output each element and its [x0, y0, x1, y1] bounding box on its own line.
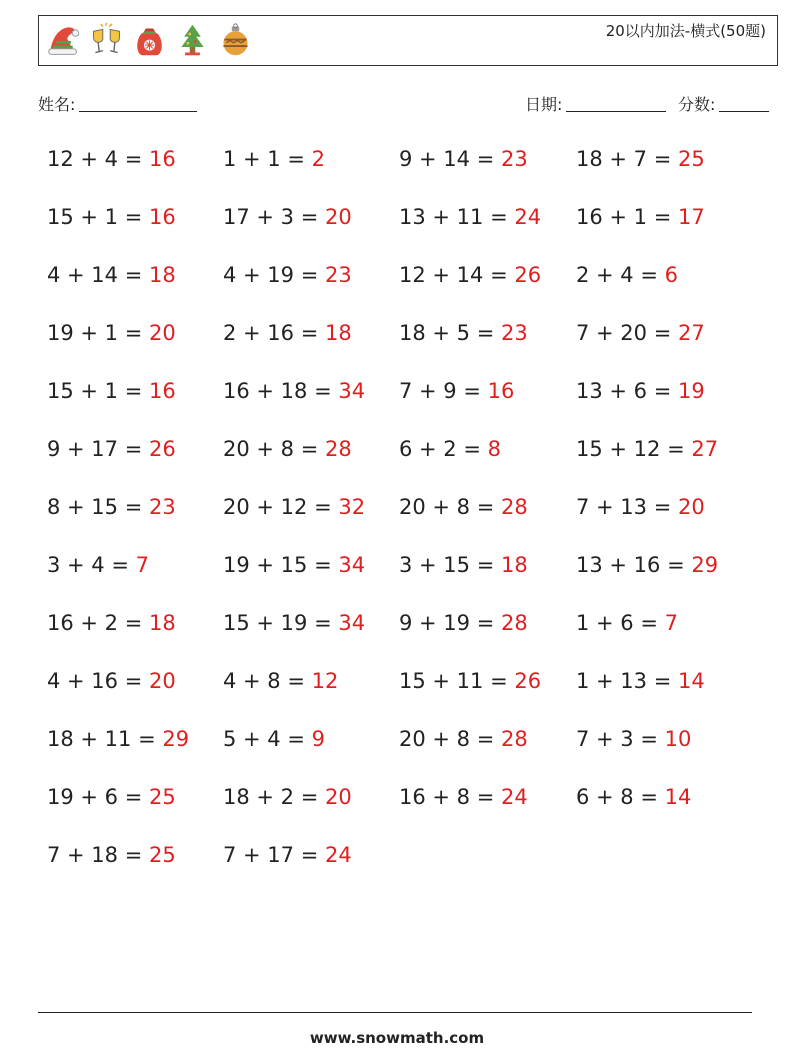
- problem-item: [576, 495, 705, 519]
- ornament-ball-icon: [217, 22, 254, 59]
- problem-item: [47, 321, 176, 345]
- problem-question: 6 + 8 =: [576, 785, 665, 809]
- problem-question: 16 + 2 =: [47, 611, 149, 635]
- problem-answer: 34: [338, 611, 366, 635]
- problem-item: [223, 379, 365, 403]
- date-field: [525, 92, 666, 115]
- problem-question: 2 + 4 =: [576, 263, 665, 287]
- champagne-toast-icon: [88, 22, 125, 59]
- problem-item: [399, 263, 541, 287]
- problem-question: 3 + 4 =: [47, 553, 136, 577]
- worksheet-title: 20以内加法-横式(50题): [605, 22, 766, 40]
- problem-item: [576, 727, 691, 751]
- problem-answer: 26: [148, 437, 176, 461]
- problem-question: 8 + 15 =: [47, 495, 149, 519]
- problem-answer: 27: [677, 321, 705, 345]
- problem-item: [223, 437, 352, 461]
- problem-answer: 34: [338, 553, 366, 577]
- problem-item: [576, 785, 691, 809]
- problem-item: [576, 379, 705, 403]
- problem-answer: 24: [500, 785, 528, 809]
- name-field: [38, 92, 197, 115]
- problem-answer: 7: [664, 611, 678, 635]
- problem-answer: 7: [135, 553, 149, 577]
- problem-question: 18 + 5 =: [399, 321, 501, 345]
- problem-answer: 14: [664, 785, 692, 809]
- problem-question: 12 + 14 =: [399, 263, 515, 287]
- problem-answer: 19: [677, 379, 705, 403]
- problem-question: 2 + 16 =: [223, 321, 325, 345]
- problem-question: 20 + 8 =: [399, 727, 501, 751]
- problem-item: [223, 669, 338, 693]
- problem-answer: 20: [148, 669, 176, 693]
- problem-item: [223, 147, 325, 171]
- problem-item: [223, 321, 352, 345]
- problem-answer: 25: [148, 843, 176, 867]
- problem-item: [47, 553, 149, 577]
- problem-answer: 28: [500, 727, 528, 751]
- problem-question: 17 + 3 =: [223, 205, 325, 229]
- problem-question: 18 + 7 =: [576, 147, 678, 171]
- problem-answer: 23: [500, 147, 528, 171]
- problem-question: 20 + 8 =: [399, 495, 501, 519]
- problem-answer: 29: [691, 553, 719, 577]
- problem-question: 4 + 14 =: [47, 263, 149, 287]
- problem-item: [399, 669, 541, 693]
- problem-item: [399, 379, 514, 403]
- problem-answer: 9: [311, 727, 325, 751]
- score-label: 分数:: [678, 95, 716, 114]
- problem-question: 15 + 1 =: [47, 205, 149, 229]
- problem-question: 6 + 2 =: [399, 437, 488, 461]
- score-field: [678, 92, 769, 115]
- problem-item: [223, 727, 325, 751]
- problem-question: 20 + 8 =: [223, 437, 325, 461]
- christmas-hat-icon: [45, 22, 82, 59]
- problem-item: [223, 843, 352, 867]
- problem-question: 1 + 1 =: [223, 147, 312, 171]
- problem-answer: 18: [324, 321, 352, 345]
- problem-item: [576, 263, 678, 287]
- problem-question: 7 + 9 =: [399, 379, 488, 403]
- problem-item: [223, 553, 365, 577]
- problem-item: [399, 785, 528, 809]
- problem-answer: 14: [677, 669, 705, 693]
- problem-question: 3 + 15 =: [399, 553, 501, 577]
- problem-answer: 20: [324, 205, 352, 229]
- problem-answer: 25: [677, 147, 705, 171]
- problem-question: 15 + 12 =: [576, 437, 692, 461]
- problem-item: [47, 611, 176, 635]
- problem-answer: 28: [500, 495, 528, 519]
- problem-question: 15 + 11 =: [399, 669, 515, 693]
- problem-question: 12 + 4 =: [47, 147, 149, 171]
- problem-item: [576, 611, 678, 635]
- problem-answer: 16: [148, 205, 176, 229]
- problem-answer: 23: [324, 263, 352, 287]
- problem-item: [576, 669, 705, 693]
- problem-item: [576, 205, 705, 229]
- christmas-tree-icon: [174, 22, 211, 59]
- footer-divider: [38, 1012, 752, 1013]
- problem-item: [223, 495, 365, 519]
- problem-item: [576, 437, 718, 461]
- problem-answer: 16: [148, 147, 176, 171]
- problem-item: [399, 437, 501, 461]
- problem-answer: 23: [500, 321, 528, 345]
- problem-item: [399, 727, 528, 751]
- problem-question: 1 + 13 =: [576, 669, 678, 693]
- problem-item: [47, 263, 176, 287]
- footer-url: www.snowmath.com: [309, 1029, 485, 1047]
- problem-item: [223, 205, 352, 229]
- problem-question: 4 + 16 =: [47, 669, 149, 693]
- problem-item: [47, 785, 176, 809]
- decorative-icons: [45, 22, 254, 59]
- problem-answer: 20: [324, 785, 352, 809]
- problem-question: 7 + 20 =: [576, 321, 678, 345]
- problem-answer: 24: [324, 843, 352, 867]
- problem-question: 9 + 17 =: [47, 437, 149, 461]
- problem-question: 7 + 17 =: [223, 843, 325, 867]
- problem-answer: 24: [514, 205, 542, 229]
- gift-sack-icon: [131, 22, 168, 59]
- problem-question: 7 + 3 =: [576, 727, 665, 751]
- problem-answer: 26: [514, 263, 542, 287]
- problem-question: 19 + 1 =: [47, 321, 149, 345]
- problem-answer: 6: [664, 263, 678, 287]
- problem-question: 5 + 4 =: [223, 727, 312, 751]
- name-label: 姓名:: [38, 95, 76, 114]
- problem-item: [223, 611, 365, 635]
- problem-question: 19 + 6 =: [47, 785, 149, 809]
- problem-answer: 28: [500, 611, 528, 635]
- problem-question: 16 + 18 =: [223, 379, 339, 403]
- problem-answer: 25: [148, 785, 176, 809]
- problem-item: [576, 147, 705, 171]
- problem-answer: 17: [677, 205, 705, 229]
- problem-item: [47, 843, 176, 867]
- problem-answer: 23: [148, 495, 176, 519]
- worksheet-header: [38, 15, 778, 66]
- problem-question: 15 + 19 =: [223, 611, 339, 635]
- problem-item: [399, 147, 528, 171]
- problem-answer: 26: [514, 669, 542, 693]
- problem-question: 1 + 6 =: [576, 611, 665, 635]
- problem-answer: 18: [148, 611, 176, 635]
- problem-question: 18 + 2 =: [223, 785, 325, 809]
- problem-answer: 20: [677, 495, 705, 519]
- problem-answer: 28: [324, 437, 352, 461]
- problem-item: [223, 785, 352, 809]
- problem-answer: 29: [162, 727, 190, 751]
- problem-item: [576, 321, 705, 345]
- problem-question: 13 + 11 =: [399, 205, 515, 229]
- problem-item: [399, 553, 528, 577]
- problem-question: 16 + 8 =: [399, 785, 501, 809]
- problem-answer: 16: [148, 379, 176, 403]
- problem-answer: 8: [487, 437, 501, 461]
- problem-question: 18 + 11 =: [47, 727, 163, 751]
- problem-answer: 12: [311, 669, 339, 693]
- problem-question: 4 + 19 =: [223, 263, 325, 287]
- score-blank[interactable]: [719, 95, 769, 112]
- name-blank[interactable]: [79, 95, 197, 112]
- problem-answer: 18: [148, 263, 176, 287]
- problem-item: [399, 321, 528, 345]
- problem-item: [47, 379, 176, 403]
- problem-item: [47, 437, 176, 461]
- problem-question: 13 + 6 =: [576, 379, 678, 403]
- problem-question: 4 + 8 =: [223, 669, 312, 693]
- problem-item: [47, 669, 176, 693]
- problem-item: [223, 263, 352, 287]
- date-blank[interactable]: [566, 95, 666, 112]
- problem-answer: 18: [500, 553, 528, 577]
- problem-question: 15 + 1 =: [47, 379, 149, 403]
- problem-item: [47, 495, 176, 519]
- problem-question: 7 + 18 =: [47, 843, 149, 867]
- problem-item: [47, 205, 176, 229]
- problem-answer: 16: [487, 379, 515, 403]
- problem-question: 13 + 16 =: [576, 553, 692, 577]
- problem-question: 20 + 12 =: [223, 495, 339, 519]
- problem-answer: 2: [311, 147, 325, 171]
- problem-item: [47, 147, 176, 171]
- problem-answer: 32: [338, 495, 366, 519]
- problem-item: [399, 611, 528, 635]
- problem-question: 16 + 1 =: [576, 205, 678, 229]
- problem-item: [399, 495, 528, 519]
- problem-question: 7 + 13 =: [576, 495, 678, 519]
- problem-answer: 10: [664, 727, 692, 751]
- problem-answer: 20: [148, 321, 176, 345]
- problem-item: [576, 553, 718, 577]
- problem-question: 19 + 15 =: [223, 553, 339, 577]
- problem-item: [399, 205, 541, 229]
- problem-question: 9 + 14 =: [399, 147, 501, 171]
- problem-answer: 27: [691, 437, 719, 461]
- date-label: 日期:: [525, 95, 563, 114]
- problem-answer: 34: [338, 379, 366, 403]
- problem-item: [47, 727, 189, 751]
- problem-question: 9 + 19 =: [399, 611, 501, 635]
